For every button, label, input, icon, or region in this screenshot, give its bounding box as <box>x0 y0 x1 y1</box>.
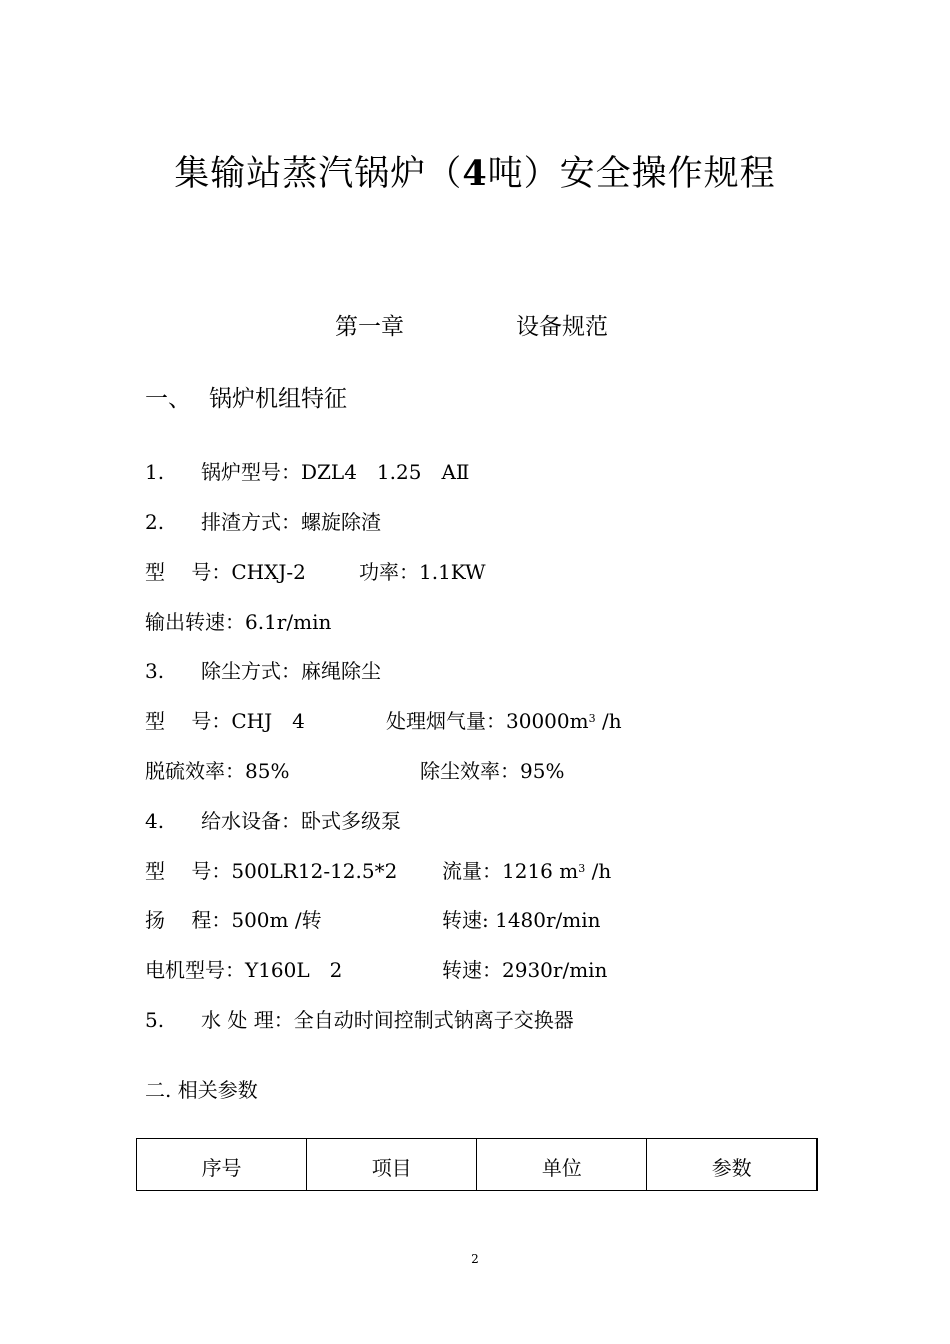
section2-title: 二. 相关参数 <box>145 1078 258 1102</box>
chapter-label: 第一章 <box>335 314 404 340</box>
item5-number: 5. <box>145 1008 165 1032</box>
item4-text: 给水设备：卧式多级泵 <box>201 809 401 833</box>
item3-flue-gas: 处理烟气量：$30000m^3$ /h <box>386 709 622 733</box>
item2-model: 型 号：CHXJ-2 <box>145 560 306 584</box>
section1-number: 一、 <box>145 386 191 412</box>
item5-text: 水 处 理：全自动时间控制式钠离子交换器 <box>201 1008 574 1032</box>
item2-speed: 输出转速：6.1r/min <box>145 610 332 634</box>
item4-number: 4. <box>145 809 165 833</box>
item4-motor-model: 电机型号：Y160L 2 <box>145 958 343 982</box>
item4-head: 扬 程：500m /转 <box>145 908 322 932</box>
page-title: 集输站蒸汽锅炉（4吨）安全操作规程 <box>174 153 776 194</box>
table-header-cell: 单位 <box>477 1139 647 1191</box>
item2-text: 排渣方式：螺旋除渣 <box>201 510 381 534</box>
chapter-name: 设备规范 <box>516 314 608 340</box>
page-number: 2 <box>471 1252 479 1266</box>
item4-flow: 流量：1216 $m^3$ /h <box>442 859 612 883</box>
item3-dust-removal: 除尘效率：95% <box>420 759 565 783</box>
item1-text: 锅炉型号：DZL4 1.25 AⅡ <box>201 460 470 484</box>
item3-model: 型 号：CHJ 4 <box>145 709 305 733</box>
item2-power: 功率：1.1KW <box>359 560 486 584</box>
item4-model: 型 号：500LR12-12.5*2 <box>145 859 398 883</box>
table-header-cell: 参数 <box>647 1139 817 1191</box>
item3-desulfurization: 脱硫效率：85% <box>145 759 290 783</box>
table-header-cell: 序号 <box>137 1139 307 1191</box>
section1-title: 锅炉机组特征 <box>209 386 347 412</box>
item3-text: 除尘方式：麻绳除尘 <box>201 659 381 683</box>
item4-rpm: 转速: 1480r/min <box>442 908 601 932</box>
item1-number: 1. <box>145 460 165 484</box>
item3-number: 3. <box>145 659 165 683</box>
table-header-cell: 项目 <box>307 1139 477 1191</box>
table-header-row <box>137 1139 818 1191</box>
item2-number: 2. <box>145 510 165 534</box>
parameters-table <box>136 1138 818 1191</box>
item4-motor-rpm: 转速：2930r/min <box>442 958 608 982</box>
